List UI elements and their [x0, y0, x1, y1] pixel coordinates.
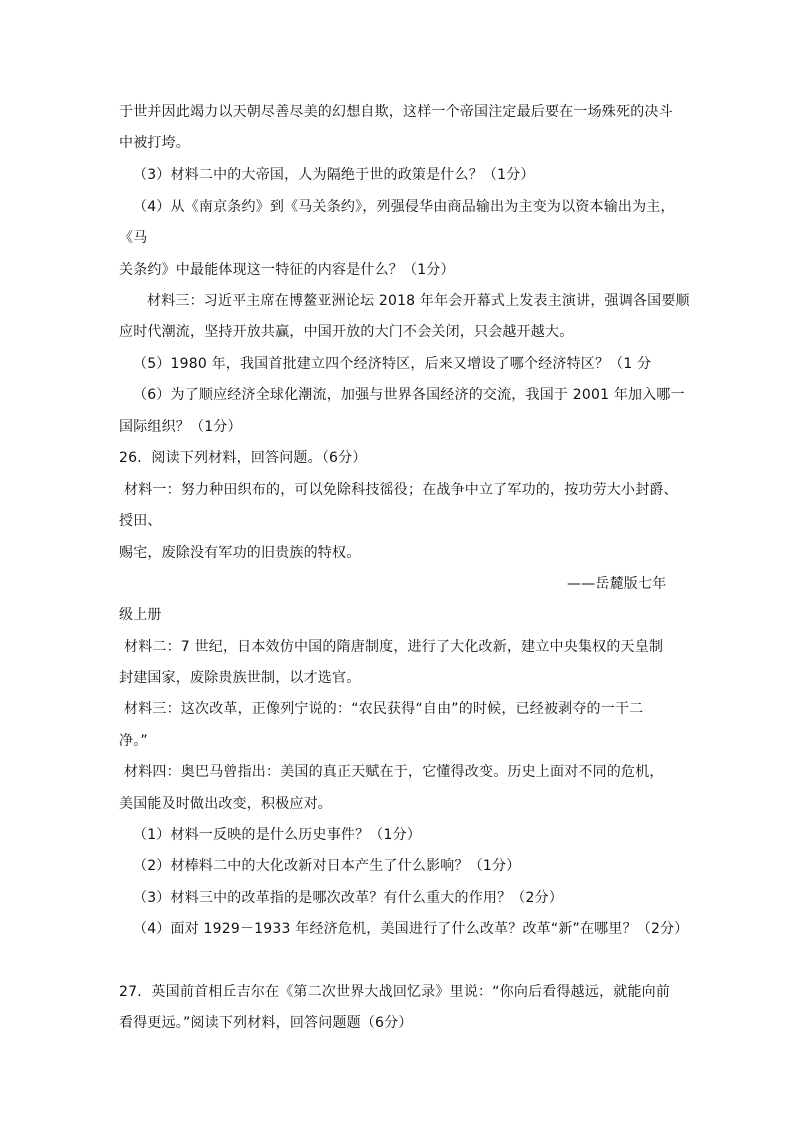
source-citation: ——岳麓版七年 [567, 576, 667, 592]
question-item: （1）材料一反映的是什么历史事件？（1分） [133, 827, 422, 843]
text-line: 封建国家，废除贵族世制，以才选官。 [119, 670, 361, 686]
question-item: （6）为了顺应经济全球化潮流，加强与世界各国经济的交流，我国于 2001 年加入哪一 [133, 387, 685, 403]
text-line: 授田、 [119, 513, 162, 529]
text-line: 国际组织？（1分） [119, 419, 242, 435]
question-heading: 27．英国前首相丘吉尔在《第二次世界大战回忆录》里说：“你向后看得越远，就能向前 [119, 984, 671, 1000]
question-item: （4）面对 1929－1933 年经济危机，美国进行了什么改革？改革“新”在哪里？（2分） [133, 921, 689, 937]
text-line: 《马 [119, 230, 148, 246]
text-line: 中被打垮。 [119, 135, 190, 151]
material-paragraph: 材料二：7 世纪，日本效仿中国的隋唐制度，进行了大化改新，建立中央集权的天皇制 [124, 639, 664, 655]
text-line: 赐宅，废除没有军功的旧贵族的特权。 [119, 545, 361, 561]
question-item: （4）从《南京条约》到《马关条约》，列强侵华由商品输出为主变为以资本输出为主， [133, 199, 675, 215]
text-line: 关条约》中最能体现这一特征的内容是什么？（1分） [119, 262, 455, 278]
source-citation: 级上册 [119, 607, 162, 623]
text-line: 净。” [119, 733, 148, 749]
text-line: 看得更远。”阅读下列材料，回答问题题（6分） [119, 1015, 413, 1031]
material-paragraph: 材料三：习近平主席在博鳌亚洲论坛 2018 年年会开幕式上发表主演讲，强调各国要顺 [147, 293, 690, 309]
question-item: （3）材料三中的改革指的是哪次改革？有什么重大的作用？（2分） [133, 890, 564, 906]
material-paragraph: 材料四：奥巴马曾指出：美国的真正天赋在于，它懂得改变。历史上面对不同的危机， [124, 764, 664, 780]
material-paragraph: 材料一：努力种田织布的，可以免除科技徭役；在战争中立了军功的，按功劳大小封爵、 [124, 482, 678, 498]
text-line: 应时代潮流，坚持开放共赢，中国开放的大门不会关闭，只会越开越大。 [119, 324, 574, 340]
question-item: （2）材棒料二中的大化改新对日本产生了什么影响？（1分） [133, 858, 521, 874]
question-item: （5）1980 年，我国首批建立四个经济特区，后来又增设了哪个经济特区？（1 分 [133, 356, 652, 372]
text-line: 于世并因此竭力以天朝尽善尽美的幻想自欺，这样一个帝国注定最后要在一场殊死的决斗 [119, 104, 673, 120]
text-line: 美国能及时做出改变，积极应对。 [119, 796, 332, 812]
material-paragraph: 材料三：这次改革，正像列宁说的：“农民获得“自由”的时候，已经被剥夺的一干二 [124, 701, 644, 717]
question-item: （3）材料二中的大帝国，人为隔绝于世的政策是什么？（1分） [133, 167, 535, 183]
question-heading: 26．阅读下列材料，回答问题。（6分） [119, 450, 367, 466]
